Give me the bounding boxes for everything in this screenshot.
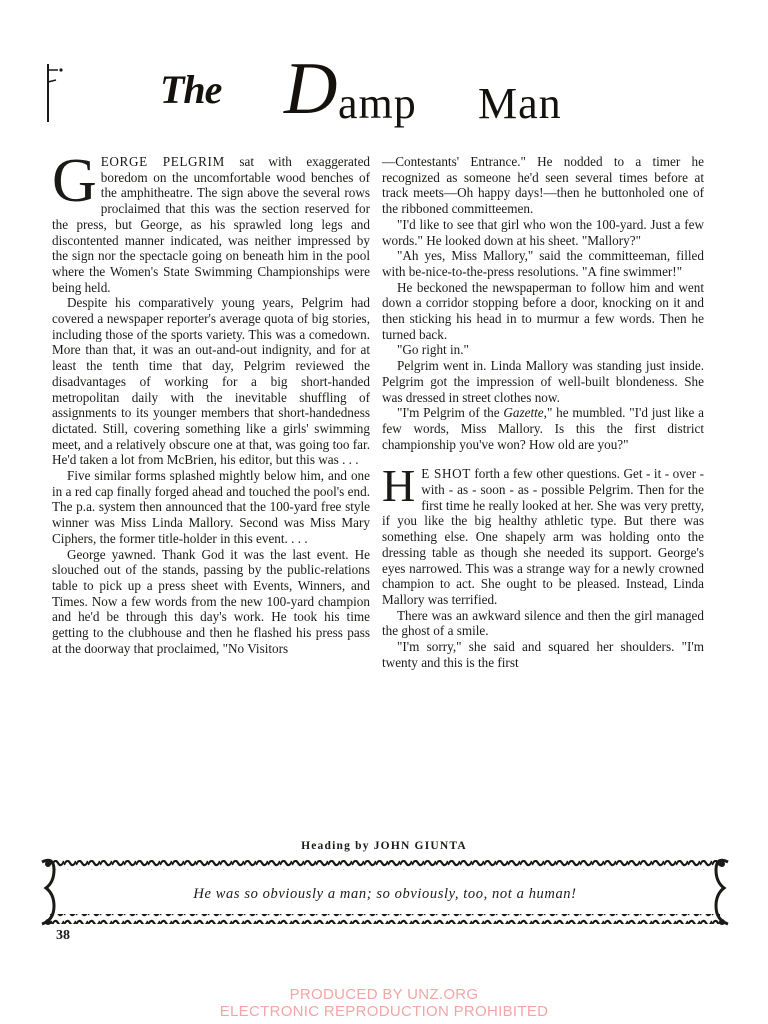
lead-caps: EORGE PELGRIM — [100, 154, 225, 169]
paragraph: There was an awkward silence and then the girl managed the ghost of a smile. — [382, 607, 704, 639]
watermark-line: PRODUCED BY UNZ.ORG — [289, 986, 479, 1003]
title-man: Man — [478, 79, 562, 128]
paragraph-text: "I'm Pelgrim of the — [397, 405, 500, 421]
paragraph: He beckoned the newspaperman to follow him and went down a corridor stopping before a door, knocking on it and then sticking his head in to murmur a few words. Then he turned back. — [382, 279, 704, 342]
title-amp: amp — [338, 79, 417, 128]
paragraph: "Ah yes, Miss Mallory," said the committeeman, filled with be-nice-to-the-press resolutions. "A fine swimmer!" — [382, 248, 704, 279]
right-text-column — [382, 154, 704, 671]
title-initial-d: D — [284, 48, 338, 130]
drop-cap-g: G — [52, 147, 97, 215]
lead-caps: E SHOT — [421, 466, 471, 482]
paragraph: Despite his comparatively young years, Pelgrim had covered a newspaper reporter's average quota of big stories, including those of the sports variety. This was a comedown. More than that, it was an out-and-out indignity, and for at least the tenth time that day, Pelgrim reviewed the disadvantages of working for a big short-handed metropolitan daily with the inevitable shuffling of assignments to its younger members that short-handedness dictated. Still, covering something like a girls' swimming meet, and a relatively obscure one at that, was going too far. He'd taken a lot from McBrien, his editor, but this was . . . — [52, 295, 370, 468]
paragraph-text: " he mumbled. "I'd just like a few words, Miss Mallory. Is this the first district championship you've won? How old are you?" — [382, 405, 704, 452]
paragraph: —Contestants' Entrance." He nodded to a timer he recognized as someone he'd seen several times before at track meets—Oh happy days!—then he buttonholed one of the ribboned committeemen. — [382, 154, 704, 217]
paragraph: "I'm sorry," she said and squared her shoulders. "I'm twenty and this is the first — [382, 639, 704, 670]
paragraph: Five similar forms splashed mightly below him, and one in a red cap finally forged ahead and touched the pool's end. The p.a. system then announced that the 100-yard free style winner was Miss Linda Mallory. Second was Miss Mary Ciphers, the former title-holder in this event. . . . — [52, 468, 370, 546]
drop-cap-h: H — [382, 460, 416, 512]
paragraph: George yawned. Thank God it was the last event. He slouched out of the stands, passing by the public-relations table to pick up a press sheet with Events, Winners, and Times. Now a few words from the new 100-yard champion and he'd be through this day's work. He took his time getting to the clubhouse and then he flashed his press pass at the doorway that proclaimed, "No Visitors — [52, 546, 370, 656]
blurb-box — [40, 858, 730, 928]
left-text-column — [52, 147, 371, 657]
blurb-quote: He was so obviously a man; so obviously, too, not a human! — [193, 886, 577, 902]
paragraph: "I'd like to see that girl who won the 100-yard. Just a few words." He looked down at his sheet. "Mallory?" — [382, 216, 704, 248]
paragraph: Pelgrim went in. Linda Mallory was standing just inside. Pelgrim got the impression of well-built blondeness. She was dressed in street clothes now. — [382, 358, 704, 405]
title-the: The — [160, 67, 222, 112]
page-number: 38 — [56, 928, 70, 943]
watermark — [0, 986, 768, 1020]
section-opening-paragraph — [382, 460, 705, 607]
paragraph-text: sat with exaggerated boredom on the uncomfortable wood benches of the amphitheatre. The sign above the several rows proclaimed that this was the section reserved for the press, but George, as his sprawled long legs and discontented manner indicated, was neither impressed by the sign nor the spectacle going on beneath him in the pool where the Women's State Swimming Championships were being held. — [52, 154, 371, 295]
opening-paragraph — [52, 147, 371, 295]
paragraph-text: forth a few other questions. Get - it - over - with - as - soon - as - possible Pelgrim. Then for the first time he really looked at her. She was very pretty, if you like the big healthy athletic type. But there was something else. One shapely arm was holding onto the dressing table as though she needed its support. George's eyes narrowed. This was a strange way for a newly crowned champion to act. She ought to be pleased. Instead, Linda Mallory was terrified. — [382, 466, 705, 607]
paragraph: "Go right in." — [397, 342, 469, 358]
corner-ornament-icon — [44, 62, 66, 124]
story-title — [160, 48, 600, 132]
heading-credit: Heading by JOHN GIUNTA — [301, 840, 467, 852]
newspaper-name: Gazette, — [503, 405, 547, 421]
paragraph — [382, 405, 704, 452]
watermark-line: ELECTRONIC REPRODUCTION PROHIBITED — [219, 1003, 549, 1020]
